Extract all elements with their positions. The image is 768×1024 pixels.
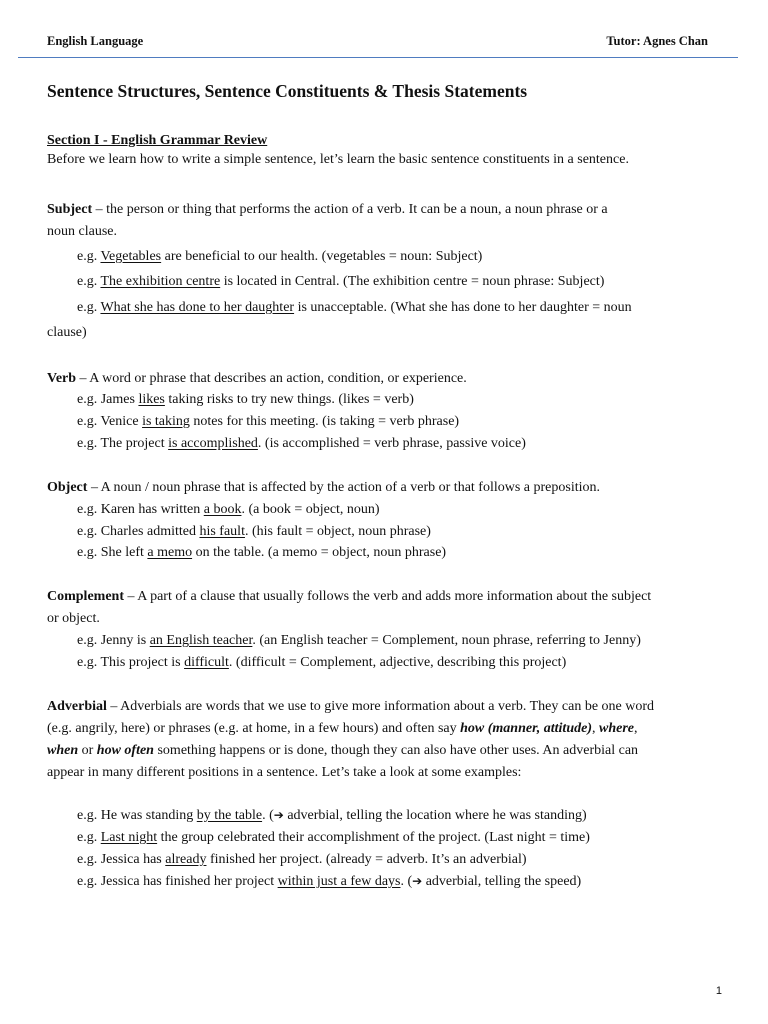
object-example-3: e.g. She left a memo on the table. (a memo = object, noun phrase) (77, 545, 447, 560)
right-arrow-icon: ➔ (412, 874, 423, 888)
object-example-1: e.g. Karen has written a book. (a book = object, noun) (77, 502, 380, 517)
adverbial-example-2: e.g. Last night the group celebrated their accomplishment of the project. (Last night = time) (77, 830, 590, 845)
subject-example-2: e.g. The exhibition centre is located in Central. (The exhibition centre = noun phrase: Subject) (77, 274, 605, 289)
complement-definition: Complement – A part of a clause that usually follows the verb and adds more information about the subject (47, 589, 652, 604)
adverbial-definition-line-3: when or how often something happens or is done, though they can also have other uses. An adverbial can (47, 743, 639, 758)
subject-definition-cont: noun clause. (47, 224, 117, 239)
subject-example-3: e.g. What she has done to her daughter is unacceptable. (What she has done to her daughter = noun (77, 300, 632, 315)
subject-term: Subject (47, 202, 93, 217)
subject-definition: Subject – the person or thing that performs the action of a verb. It can be a noun, a noun phrase or a (47, 202, 608, 217)
subject-example-1: e.g. Vegetables are beneficial to our health. (vegetables = noun: Subject) (77, 249, 483, 264)
verb-example-3: e.g. The project is accomplished. (is accomplished = verb phrase, passive voice) (77, 436, 526, 451)
document-title: Sentence Structures, Sentence Constituents & Thesis Statements (47, 81, 528, 101)
object-term: Object (47, 480, 88, 495)
object-definition: Object – A noun / noun phrase that is affected by the action of a verb or that follows a preposition. (47, 480, 601, 495)
verb-example-2: e.g. Venice is taking notes for this meeting. (is taking = verb phrase) (77, 414, 460, 429)
adverbial-definition: Adverbial – Adverbials are words that we use to give more information about a verb. They can be one word (47, 699, 655, 714)
adverbial-example-1: e.g. He was standing by the table. (➔ adverbial, telling the location where he was standing) (77, 808, 587, 823)
adverbial-definition-line-2: (e.g. angrily, here) or phrases (e.g. at home, in a few hours) and often say how (manner, attitude), where, (47, 721, 638, 736)
object-example-2: e.g. Charles admitted his fault. (his fault = object, noun phrase) (77, 524, 431, 539)
right-arrow-icon: ➔ (273, 808, 284, 822)
complement-example-1: e.g. Jenny is an English teacher. (an English teacher = Complement, noun phrase, referring to Jenny) (77, 633, 641, 648)
adverbial-term: Adverbial (47, 699, 107, 714)
verb-definition: Verb – A word or phrase that describes an action, condition, or experience. (47, 371, 467, 386)
adverbial-example-3: e.g. Jessica has already finished her project. (already = adverb. It’s an adverbial) (77, 852, 527, 867)
page-number: 1 (715, 985, 722, 997)
section-heading: Section I - English Grammar Review (47, 133, 268, 148)
verb-term: Verb (47, 371, 77, 386)
adverbial-example-4: e.g. Jessica has finished her project within just a few days. (➔ adverbial, telling the speed) (77, 874, 582, 889)
subject-example-3-cont: clause) (47, 325, 87, 340)
section-intro: Before we learn how to write a simple sentence, let’s learn the basic sentence constituents in a sentence. (47, 152, 629, 167)
header-divider (18, 57, 738, 58)
complement-definition-cont: or object. (47, 611, 100, 626)
complement-example-2: e.g. This project is difficult. (difficult = Complement, adjective, describing this project) (77, 655, 567, 670)
complement-term: Complement (47, 589, 124, 604)
verb-example-1: e.g. James likes taking risks to try new things. (likes = verb) (77, 392, 414, 407)
header-subject: English Language (47, 34, 144, 48)
header-tutor: Tutor: Agnes Chan (606, 34, 708, 48)
adverbial-definition-line-4: appear in many different positions in a sentence. Let’s take a look at some examples: (47, 765, 522, 780)
